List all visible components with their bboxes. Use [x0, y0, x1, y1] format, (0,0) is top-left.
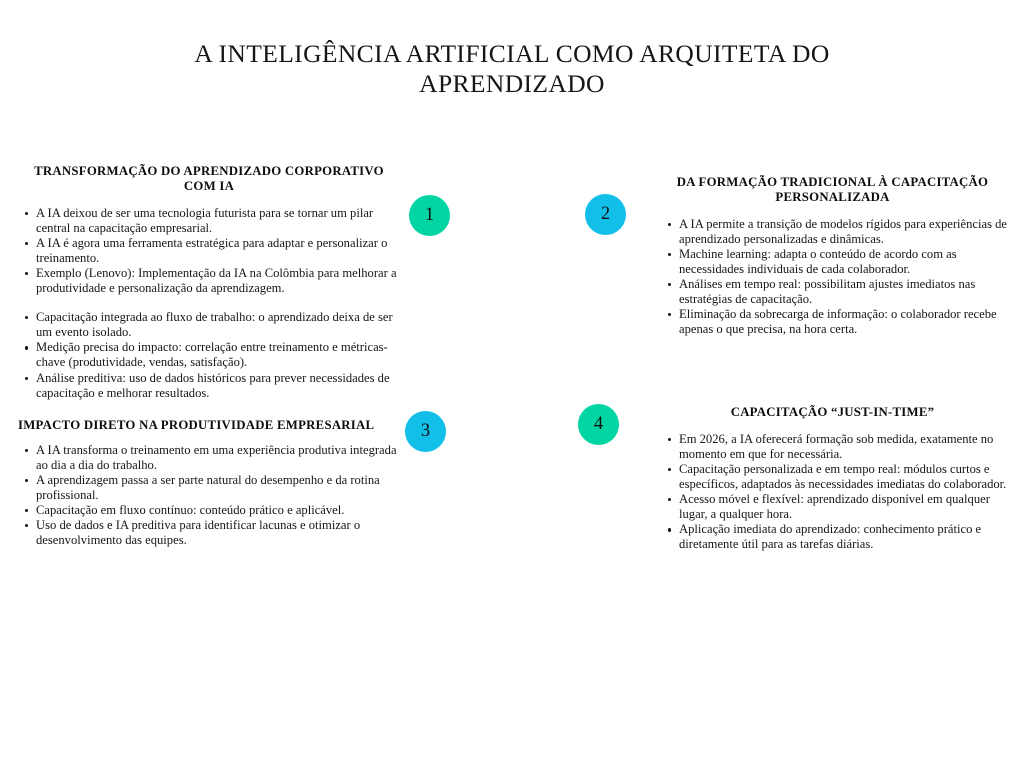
number-badge-2: 2 [585, 194, 626, 235]
list-item: Análises em tempo real: possibilitam ajustes imediatos nas estratégias de capacitação. [665, 277, 1010, 307]
section-block-4 [655, 405, 1010, 553]
page-title: A INTELIGÊNCIA ARTIFICIAL COMO ARQUITETA DO APRENDIZADO [194, 39, 830, 99]
list-item: Capacitação integrada ao fluxo de trabalho: o aprendizado deixa de ser um evento isolado. [22, 310, 400, 340]
number-badge-3: 3 [405, 411, 446, 452]
list-item: A aprendizagem passa a ser parte natural do desempenho e da rotina profissional. [22, 473, 404, 503]
section-block-3 [18, 418, 404, 548]
list-item: Uso de dados e IA preditiva para identificar lacunas e otimizar o desenvolvimento das equipes. [22, 518, 404, 548]
number-badge-4: 4 [578, 404, 619, 445]
section-heading-3: IMPACTO DIRETO NA PRODUTIVIDADE EMPRESARIAL [18, 418, 375, 432]
list-item: Machine learning: adapta o conteúdo de acordo com as necessidades individuais de cada colaborador. [665, 247, 1010, 277]
list-item: Acesso móvel e flexível: aprendizado disponível em qualquer lugar, a qualquer hora. [665, 492, 1010, 522]
bullet-list-1a [18, 206, 400, 297]
bullet-list-4 [655, 432, 1010, 553]
list-item: Aplicação imediata do aprendizado: conhecimento prático e diretamente útil para as tarefas diárias. [665, 522, 1010, 552]
bullet-list-2 [655, 217, 1010, 338]
section-block-1 [18, 164, 400, 401]
list-item: Exemplo (Lenovo): Implementação da IA na Colômbia para melhorar a produtividade e personalização da aprendizagem. [22, 266, 400, 296]
section-heading-1: TRANSFORMAÇÃO DO APRENDIZADO CORPORATIVO COM IA [34, 164, 384, 193]
list-item: A IA permite a transição de modelos rígidos para experiências de aprendizado personalizadas e dinâmicas. [665, 217, 1010, 247]
section-block-2 [655, 175, 1010, 337]
section-heading-4: CAPACITAÇÃO “JUST-IN-TIME” [730, 405, 935, 419]
list-item: A IA é agora uma ferramenta estratégica para adaptar e personalizar o treinamento. [22, 236, 400, 266]
list-item: Capacitação em fluxo contínuo: conteúdo prático e aplicável. [22, 503, 404, 518]
list-item: A IA deixou de ser uma tecnologia futurista para se tornar um pilar central na capacitação empresarial. [22, 206, 400, 236]
list-item: Em 2026, a IA oferecerá formação sob medida, exatamente no momento em que for necessária. [665, 432, 1010, 462]
list-item: Eliminação da sobrecarga de informação: o colaborador recebe apenas o que precisa, na hora certa. [665, 307, 1010, 337]
section-heading-2: DA FORMAÇÃO TRADICIONAL À CAPACITAÇÃO PERSONALIZADA [676, 175, 989, 204]
list-item: A IA transforma o treinamento em uma experiência produtiva integrada ao dia a dia do trabalho. [22, 443, 404, 473]
list-item: Capacitação personalizada e em tempo real: módulos curtos e específicos, adaptados às necessidades imediatas do colaborador. [665, 462, 1010, 492]
list-item: Análise preditiva: uso de dados históricos para prever necessidades de capacitação e melhorar resultados. [22, 371, 400, 401]
bullet-list-3 [18, 443, 404, 549]
bullet-list-1b [18, 310, 400, 401]
list-item: Medição precisa do impacto: correlação entre treinamento e métricas-chave (produtividade, vendas, satisfação). [22, 340, 400, 370]
number-badge-1: 1 [409, 195, 450, 236]
